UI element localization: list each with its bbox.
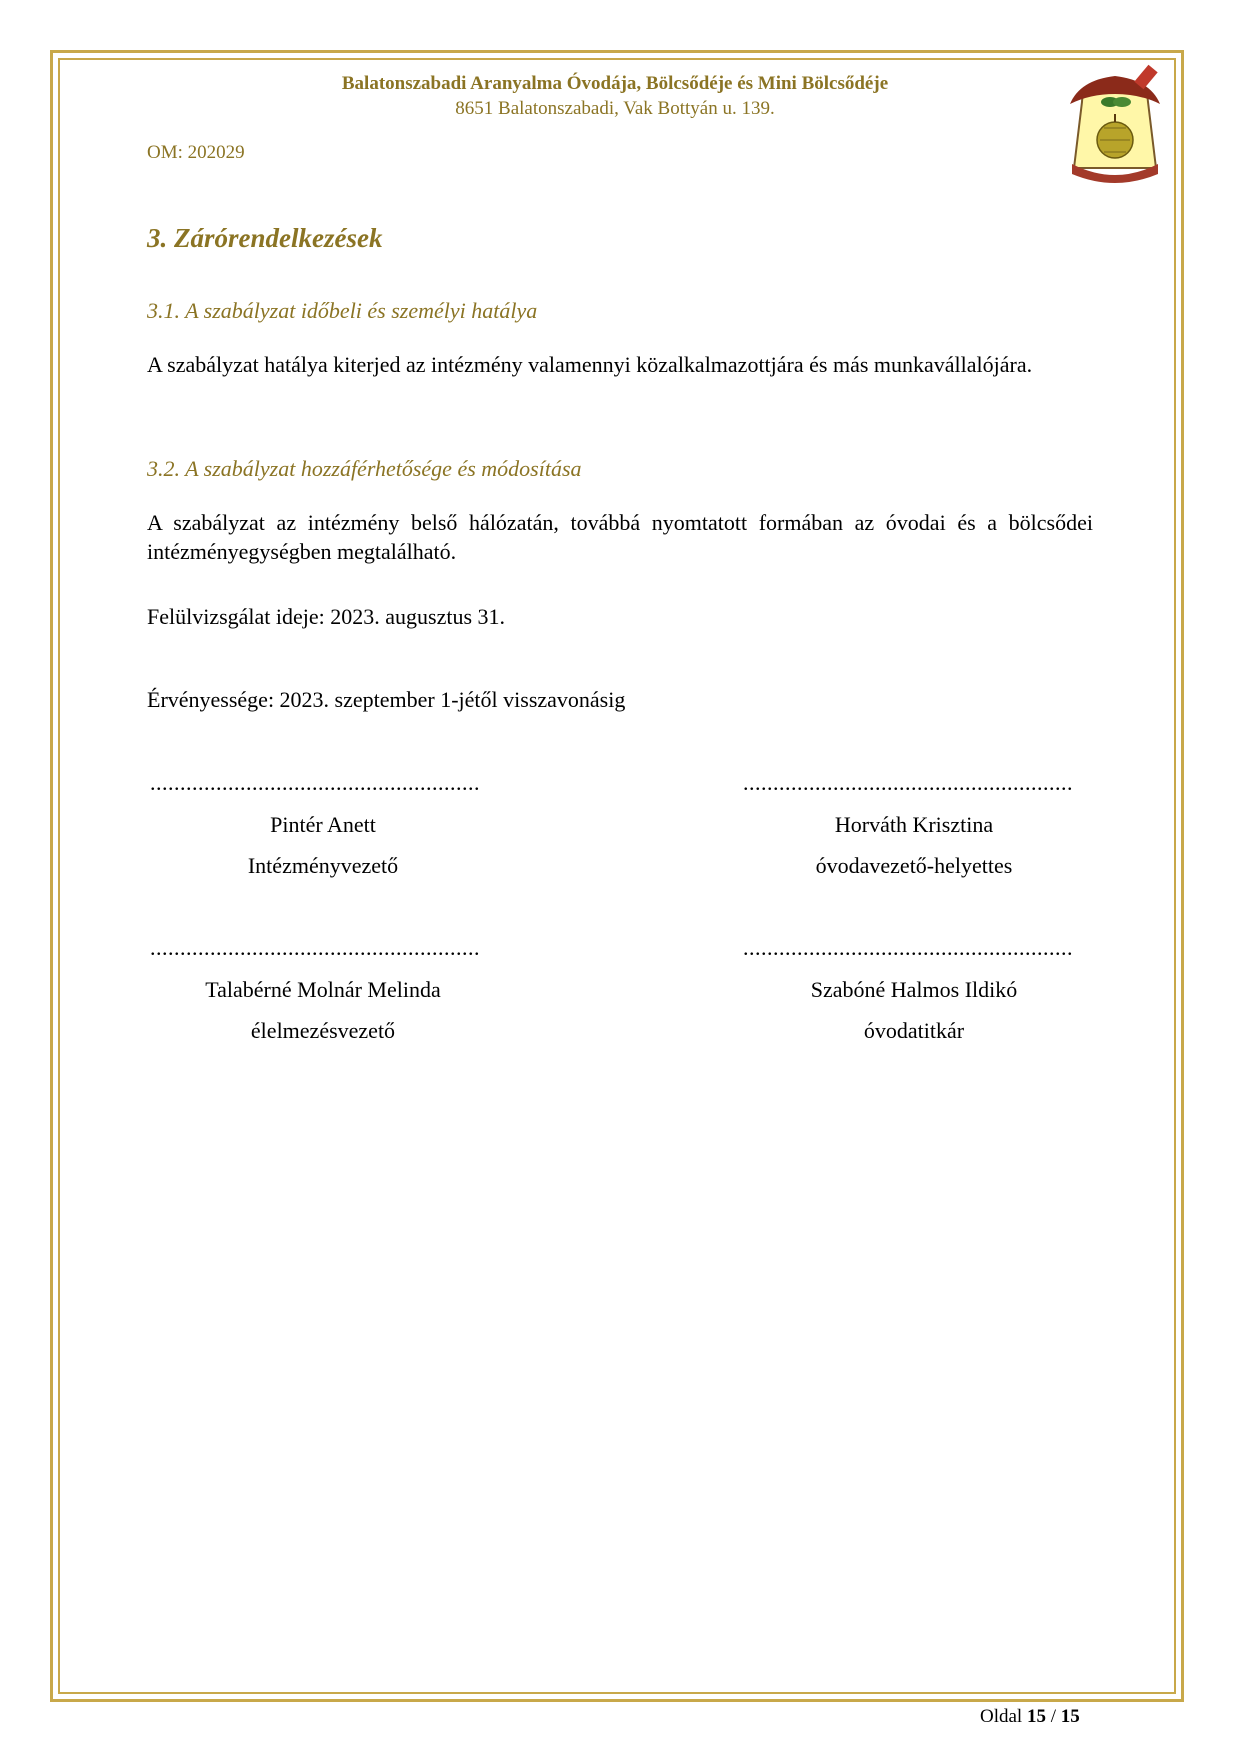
signature-line-3: ....................................................... (150, 935, 480, 960)
signer-4-name: Szabóné Halmos Ildikó (810, 977, 1018, 1002)
subsection-2-title: 3.2. A szabályzat hozzáférhetősége és módosítása (147, 456, 582, 481)
signature-line-4: ....................................................... (743, 935, 1073, 960)
signer-2-name: Horváth Krisztina (834, 812, 994, 837)
page-separator: / (1050, 1706, 1056, 1727)
page-number (980, 1706, 1080, 1728)
signer-3-role: élelmezésvezető (250, 1018, 396, 1043)
validity: Érvényessége: 2023. szeptember 1-jétől visszavonásig (147, 687, 626, 712)
section-title: 3. Zárórendelkezések (147, 223, 383, 253)
subsection-1-title: 3.1. A szabályzat időbeli és személyi hatálya (147, 298, 538, 323)
signature-line-1: ....................................................... (150, 770, 480, 795)
om-number: OM: 202029 (147, 142, 245, 163)
signature-line-2: ....................................................... (743, 770, 1073, 795)
kindergarten-logo (1060, 64, 1170, 186)
page-label: Oldal (980, 1706, 1023, 1727)
current-page: 15 (1026, 1706, 1046, 1727)
review-date: Felülvizsgálat ideje: 2023. augusztus 31. (147, 604, 506, 629)
subsection-1-text: A szabályzat hatálya kiterjed az intézmény valamennyi közalkalmazottjára és más munkavállalójára. (147, 352, 1033, 377)
total-pages: 15 (1060, 1706, 1080, 1727)
signer-4-role: óvodatitkár (863, 1018, 965, 1043)
institution-name: Balatonszabadi Aranyalma Óvodája, Bölcsődéje és Mini Bölcsődéje (341, 73, 889, 94)
signer-3-name: Talabérné Molnár Melinda (205, 977, 441, 1002)
subsection-2-text: A szabályzat az intézmény belső hálózatán, továbbá nyomtatott formában az óvodai és a bölcsődei intézményegységben megtalálható. (147, 510, 1093, 564)
signer-1-role: Intézményvezető (247, 853, 399, 878)
institution-address: 8651 Balatonszabadi, Vak Bottyán u. 139. (455, 98, 775, 119)
signer-2-role: óvodavezető-helyettes (815, 853, 1013, 878)
signer-1-name: Pintér Anett (270, 812, 376, 837)
